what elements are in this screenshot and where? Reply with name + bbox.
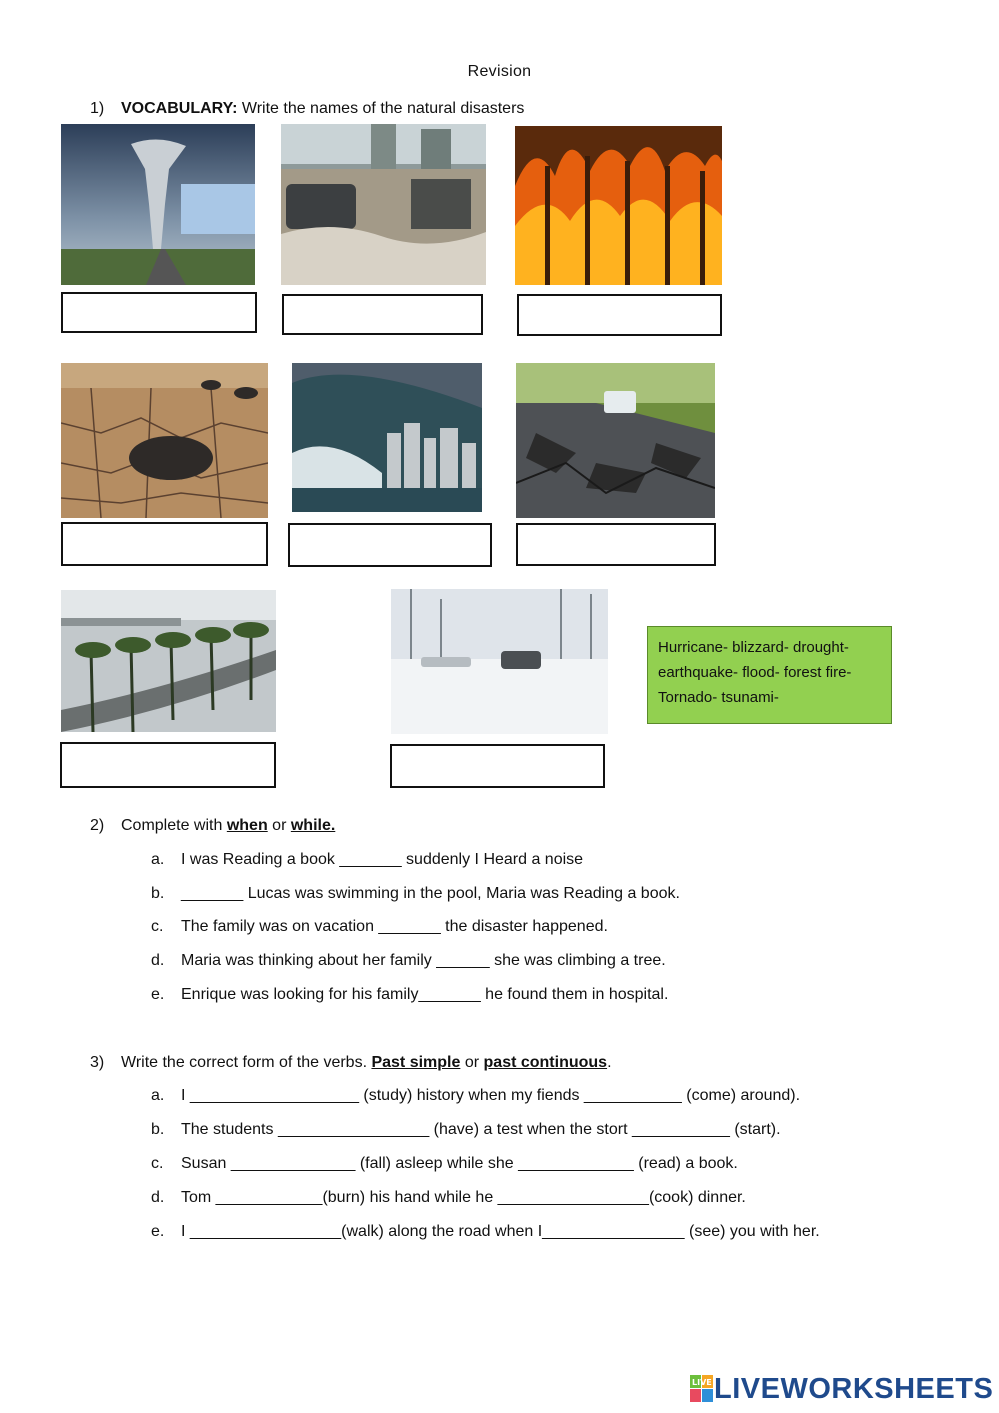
item-letter: c. xyxy=(151,1155,164,1172)
item-letter: b. xyxy=(151,1121,165,1138)
page-title: Revision xyxy=(467,63,532,80)
item-text: _______ Lucas was swimming in the pool, Maria was Reading a book. xyxy=(181,885,680,902)
section-2-word-when: when xyxy=(226,817,268,834)
answer-box-8[interactable] xyxy=(390,744,605,788)
hurricane-image xyxy=(61,590,276,732)
section-2-text: Complete with xyxy=(121,817,227,834)
item-text: The family was on vacation _______ the disaster happened. xyxy=(181,918,608,935)
section-3-word-past-simple: Past simple xyxy=(371,1054,461,1071)
section-1-text: Write the names of the natural disasters xyxy=(237,100,525,117)
section-2-word-while: while. xyxy=(290,817,336,834)
item-text: Enrique was looking for his family_______ he found them in hospital. xyxy=(181,986,669,1003)
item-letter: e. xyxy=(151,986,165,1003)
answer-box-2[interactable] xyxy=(282,294,483,335)
answer-box-1[interactable] xyxy=(61,292,257,333)
answer-box-3[interactable] xyxy=(517,294,722,336)
item-text: I _________________(walk) along the road when I________________ (see) you with her. xyxy=(181,1223,820,1240)
answer-box-7[interactable] xyxy=(60,742,276,788)
badge-text: LIVE xyxy=(692,1378,712,1387)
answer-box-5[interactable] xyxy=(288,523,492,567)
section-3-end: . xyxy=(607,1054,612,1071)
section-3-mid: or xyxy=(460,1054,484,1071)
forest-fire-image xyxy=(515,126,722,285)
item-text: Tom ____________(burn) his hand while he _________________(cook) dinner. xyxy=(181,1189,746,1206)
liveworksheets-logo xyxy=(690,1372,993,1406)
earthquake-image xyxy=(516,363,715,518)
section-2-number: 2) xyxy=(90,817,105,834)
section-3-number: 3) xyxy=(90,1054,105,1071)
item-text: Maria was thinking about her family ______ she was climbing a tree. xyxy=(181,952,666,969)
section-1-number: 1) xyxy=(90,100,105,117)
item-letter: d. xyxy=(151,1189,165,1206)
section-1-label: VOCABULARY: xyxy=(121,100,238,117)
liveworksheets-badge-icon xyxy=(690,1375,714,1403)
word-bank: Hurricane- blizzard- drought- earthquake- flood- forest fire-Tornado- tsunami- xyxy=(647,626,892,724)
tsunami-image xyxy=(292,363,482,512)
item-text: The students _________________ (have) a test when the stort ___________ (start). xyxy=(181,1121,781,1138)
item-text: I ___________________ (study) history when my fiends ___________ (come) around). xyxy=(181,1087,801,1104)
blizzard-image xyxy=(391,589,608,734)
section-3-text: Write the correct form of the verbs. xyxy=(121,1054,372,1071)
answer-box-6[interactable] xyxy=(516,523,716,566)
item-letter: d. xyxy=(151,952,165,969)
flood-image xyxy=(281,124,486,285)
item-text: Susan ______________ (fall) asleep while she _____________ (read) a book. xyxy=(181,1155,738,1172)
item-letter: b. xyxy=(151,885,165,902)
item-letter: a. xyxy=(151,851,165,868)
drought-image xyxy=(61,363,268,518)
item-letter: e. xyxy=(151,1223,165,1240)
item-letter: a. xyxy=(151,1087,165,1104)
item-letter: c. xyxy=(151,918,164,935)
section-3-word-past-continuous: past continuous xyxy=(483,1054,608,1071)
section-2-mid: or xyxy=(267,817,291,834)
item-text: I was Reading a book _______ suddenly I Heard a noise xyxy=(181,851,584,868)
answer-box-4[interactable] xyxy=(61,522,268,566)
brand-name: LIVEWORKSHEETS xyxy=(714,1372,994,1405)
tornado-image xyxy=(61,124,255,285)
